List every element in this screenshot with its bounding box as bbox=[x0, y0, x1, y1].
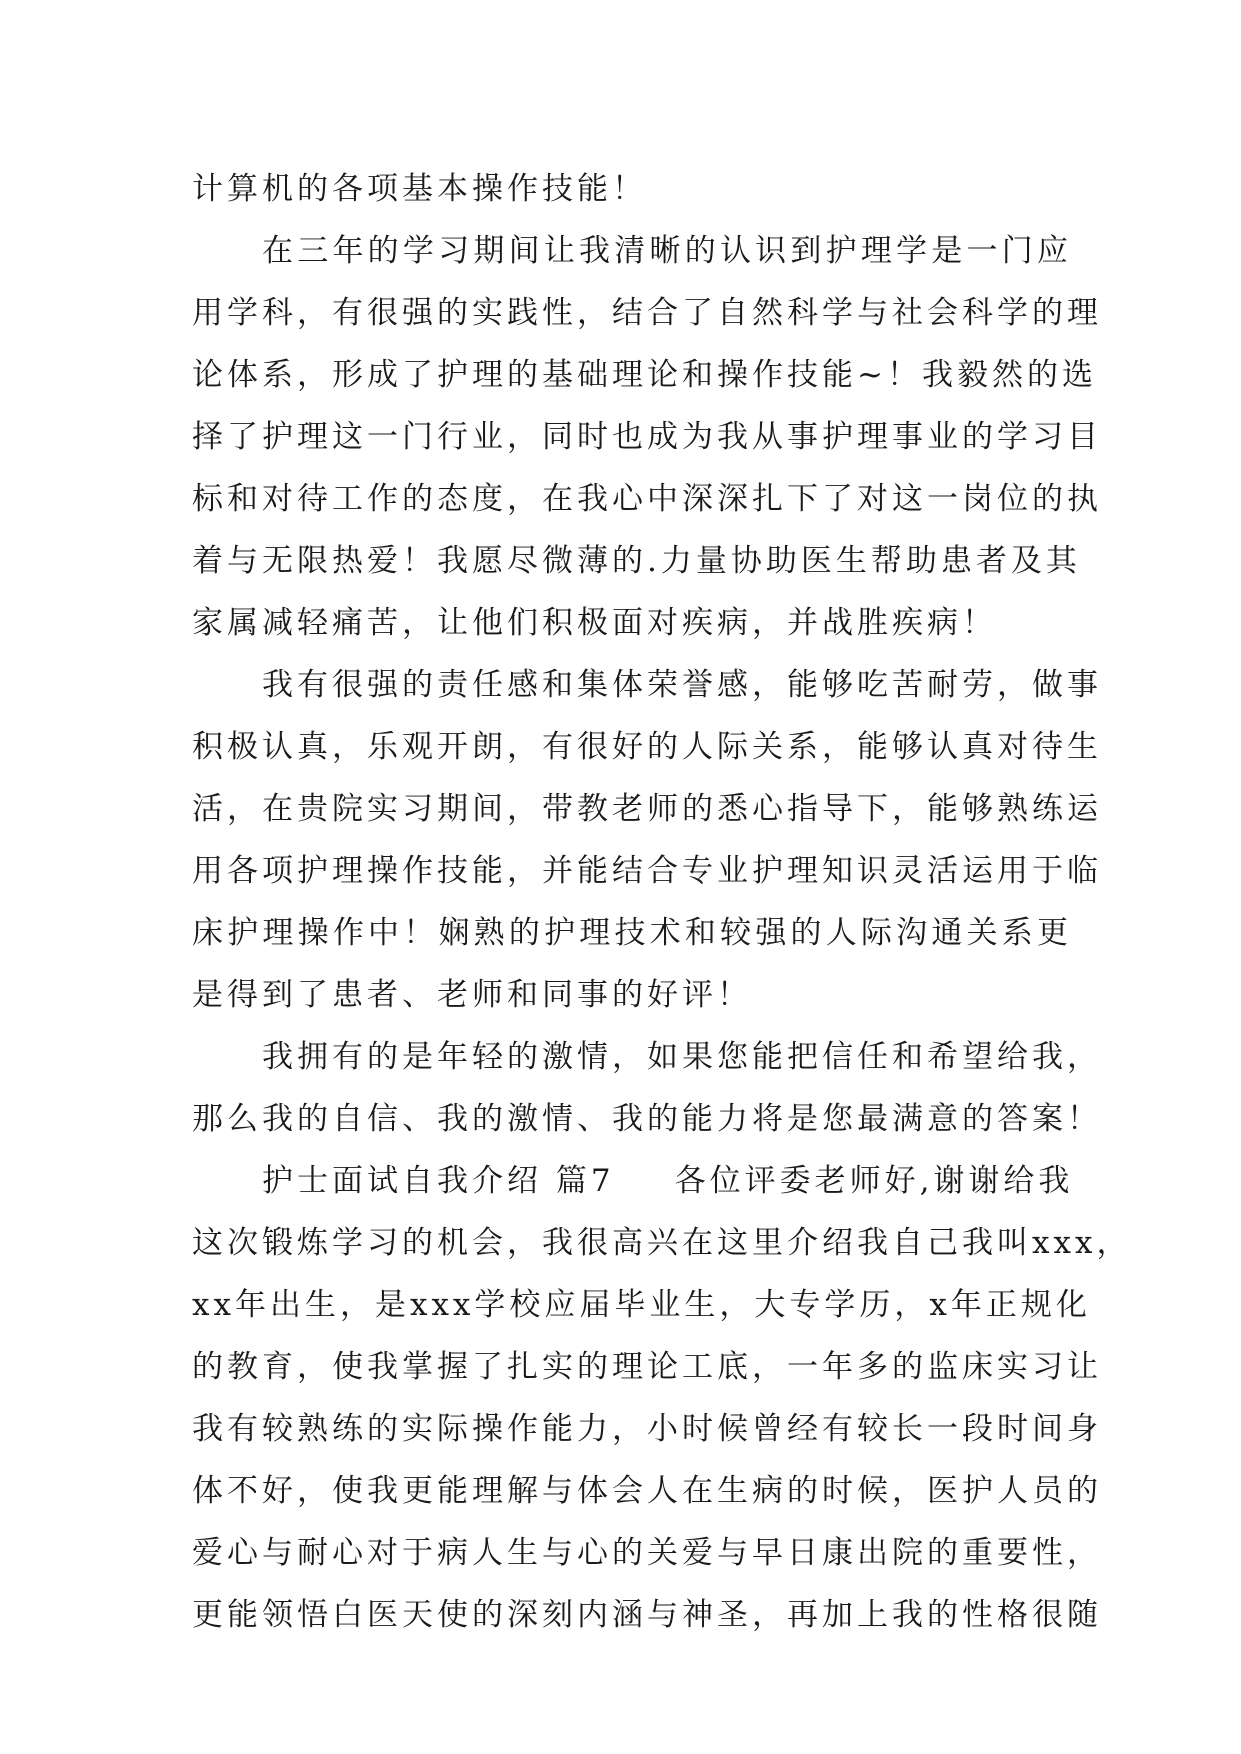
text-line: 爱心与耐心对于病人生与心的关爱与早日康出院的重要性， bbox=[192, 1535, 1102, 1571]
section-heading-line bbox=[192, 1150, 1072, 1212]
text-line: xx年出生，是xxx学校应届毕业生，大专学历，x年正规化 bbox=[192, 1287, 1091, 1323]
text-line: 是得到了患者、老师和同事的好评！ bbox=[192, 977, 752, 1013]
text-line: 着与无限热爱！我愿尽微薄的.力量协助医生帮助患者及其 bbox=[192, 543, 1081, 579]
text-line: 用学科，有很强的实践性，结合了自然科学与社会科学的理 bbox=[192, 295, 1102, 331]
text-line: 计算机的各项基本操作技能！ bbox=[192, 171, 647, 207]
text-line: 活，在贵院实习期间，带教老师的悉心指导下，能够熟练运 bbox=[192, 791, 1102, 827]
text-line: 更能领悟白医天使的深刻内涵与神圣，再加上我的性格很随 bbox=[192, 1597, 1102, 1633]
text-line: 我有较熟练的实际操作能力，小时候曾经有较长一段时间身 bbox=[192, 1411, 1102, 1447]
text-line: 积极认真，乐观开朗，有很好的人际关系，能够认真对待生 bbox=[192, 729, 1102, 765]
text-line: 这次锻炼学习的机会，我很高兴在这里介绍我自己我叫xxx， bbox=[192, 1225, 1132, 1261]
paragraph-start-line: 我拥有的是年轻的激情，如果您能把信任和希望给我， bbox=[262, 1039, 1102, 1075]
text-line: 家属减轻痛苦，让他们积极面对疾病，并战胜疾病！ bbox=[192, 605, 997, 641]
section-heading-text: 各位评委老师好,谢谢给我 bbox=[674, 1163, 1074, 1199]
text-line: 标和对待工作的态度，在我心中深深扎下了对这一岗位的执 bbox=[192, 481, 1102, 517]
text-line: 择了护理这一门行业，同时也成为我从事护理事业的学习目 bbox=[192, 419, 1102, 455]
text-line: 的教育，使我掌握了扎实的理论工底，一年多的监床实习让 bbox=[192, 1349, 1102, 1385]
text-line: 论体系，形成了护理的基础理论和操作技能~！我毅然的选 bbox=[192, 357, 1097, 393]
text-line: 用各项护理操作技能，并能结合专业护理知识灵活运用于临 bbox=[192, 853, 1102, 889]
text-line: 那么我的自信、我的激情、我的能力将是您最满意的答案！ bbox=[192, 1101, 1102, 1137]
body-text bbox=[192, 158, 1132, 1646]
text-line: 床护理操作中！娴熟的护理技术和较强的人际沟通关系更 bbox=[192, 915, 1072, 951]
paragraph-start-line: 我有很强的责任感和集体荣誉感，能够吃苦耐劳，做事 bbox=[262, 667, 1102, 703]
section-heading: 护士面试自我介绍 篇7 bbox=[262, 1163, 615, 1199]
paragraph-start-line: 在三年的学习期间让我清晰的认识到护理学是一门应 bbox=[262, 233, 1072, 269]
text-line: 体不好，使我更能理解与体会人在生病的时候，医护人员的 bbox=[192, 1473, 1102, 1509]
